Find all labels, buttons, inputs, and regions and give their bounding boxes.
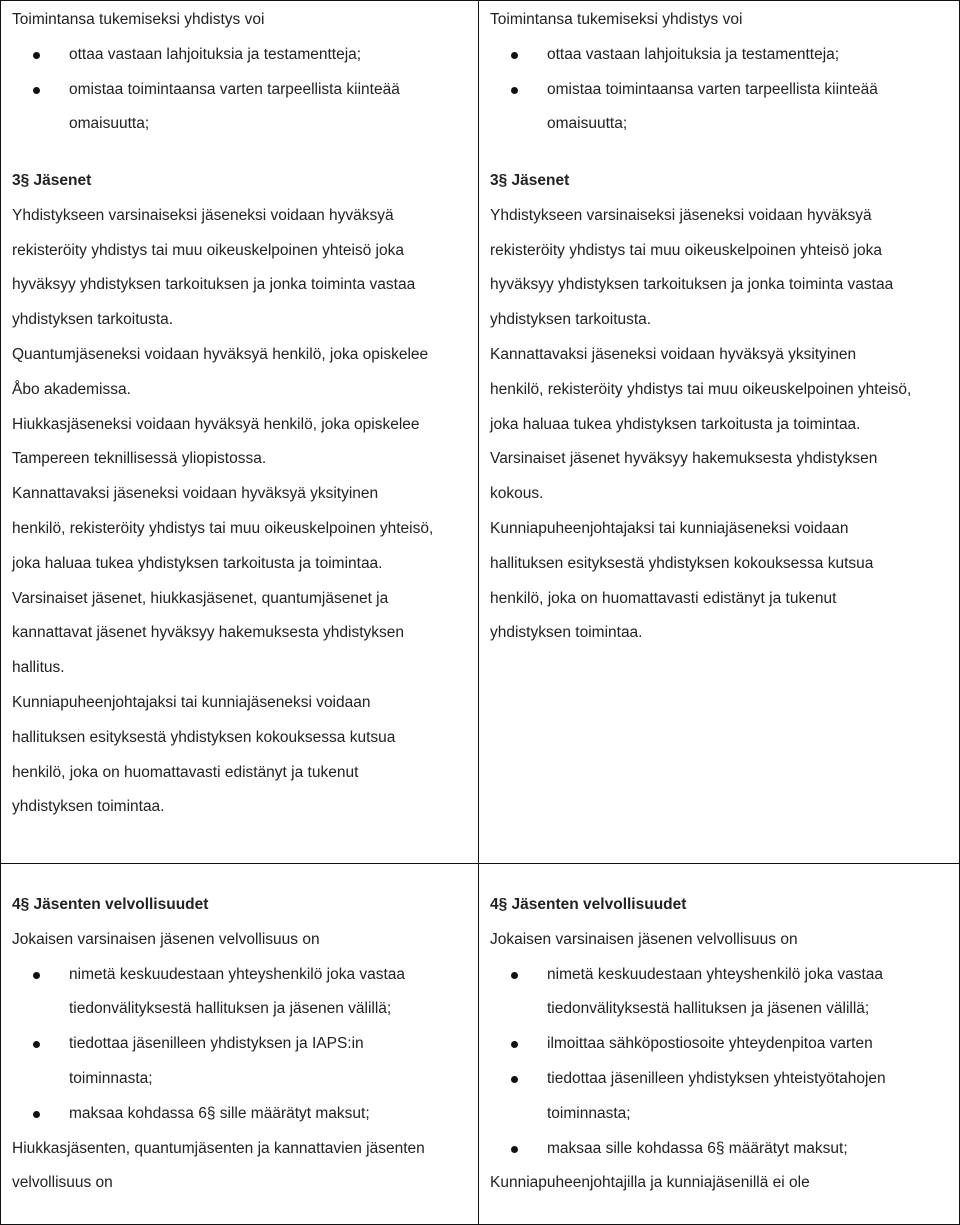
text-line: hyväksyy yhdistyksen tarkoituksen ja jonka toiminta vastaa	[12, 276, 416, 294]
duties-section-right	[490, 888, 950, 1201]
bullet-icon	[33, 1041, 40, 1048]
purpose-section-right	[490, 3, 950, 142]
column-divider	[478, 0, 479, 1225]
bullet-continuation: omaisuutta;	[547, 115, 628, 133]
text-line: kokous.	[490, 485, 544, 503]
text-line: henkilö, joka on huomattavasti edistänyt ja tukenut	[12, 763, 359, 781]
members-section-left	[12, 164, 472, 825]
bullet-text: omistaa toimintaansa varten tarpeellista kiinteää	[547, 80, 878, 98]
text-line: rekisteröity yhdistys tai muu oikeuskelpoinen yhteisö joka	[12, 241, 404, 259]
bullet-item	[12, 73, 472, 108]
bullet-continuation: toiminnasta;	[69, 1069, 153, 1087]
text-line: Varsinaiset jäsenet, hiukkasjäsenet, quantumjäsenet ja	[12, 589, 389, 607]
bullet-text: omistaa toimintaansa varten tarpeellista kiinteää	[69, 80, 400, 98]
duties-intro: Jokaisen varsinaisen jäsenen velvollisuus on	[490, 930, 798, 948]
text-line: Tampereen teknillisessä yliopistossa.	[12, 450, 267, 468]
bullet-text: tiedottaa jäsenilleen yhdistyksen yhteistyötahojen	[547, 1069, 886, 1087]
text-line: Yhdistykseen varsinaiseksi jäseneksi voidaan hyväksyä	[490, 206, 872, 224]
bullet-item	[490, 958, 950, 993]
text-line: joka haluaa tukea yhdistyksen tarkoitusta ja toimintaa.	[12, 554, 383, 572]
text-line: henkilö, rekisteröity yhdistys tai muu oikeuskelpoinen yhteisö,	[490, 380, 912, 398]
text-line: Quantumjäseneksi voidaan hyväksyä henkilö, joka opiskelee	[12, 345, 429, 363]
bullet-item	[12, 1097, 472, 1132]
bullet-text: maksaa sille kohdassa 6§ määrätyt maksut;	[547, 1139, 848, 1157]
bullet-icon	[33, 87, 40, 94]
text-line: Kannattavaksi jäseneksi voidaan hyväksyä yksityinen	[490, 345, 857, 363]
text-line: yhdistyksen tarkoitusta.	[490, 311, 652, 329]
bullet-continuation: tiedonvälityksestä hallituksen ja jäsenen välillä;	[547, 1000, 870, 1018]
bullet-icon	[511, 1076, 518, 1083]
bullet-item	[490, 1027, 950, 1062]
purpose-intro: Toimintansa tukemiseksi yhdistys voi	[12, 11, 265, 28]
bullet-icon	[511, 972, 518, 979]
text-line: Kannattavaksi jäseneksi voidaan hyväksyä yksityinen	[12, 485, 379, 503]
bullet-continuation: tiedonvälityksestä hallituksen ja jäsenen välillä;	[69, 1000, 392, 1018]
bullet-icon	[33, 972, 40, 979]
text-line: yhdistyksen toimintaa.	[490, 624, 643, 642]
section-heading: 4§ Jäsenten velvollisuudet	[12, 896, 209, 913]
text-line: hallituksen esityksestä yhdistyksen kokouksessa kutsua	[12, 728, 396, 746]
text-line: Kunniapuheenjohtajaksi tai kunniajäseneksi voidaan	[490, 519, 849, 537]
duties-outro: Hiukkasjäsenten, quantumjäsenten ja kannattavien jäsenten	[12, 1139, 425, 1157]
text-line: Hiukkasjäseneksi voidaan hyväksyä henkilö, joka opiskelee	[12, 415, 420, 433]
bullet-text: maksaa kohdassa 6§ sille määrätyt maksut;	[69, 1104, 370, 1122]
section-heading: 3§ Jäsenet	[490, 172, 570, 189]
bullet-text: tiedottaa jäsenilleen yhdistyksen ja IAPS:in	[69, 1035, 364, 1053]
purpose-intro: Toimintansa tukemiseksi yhdistys voi	[490, 11, 743, 28]
bullet-text: ilmoittaa sähköpostiosoite yhteydenpitoa varten	[547, 1035, 873, 1053]
text-line: hallituksen esityksestä yhdistyksen kokouksessa kutsua	[490, 554, 874, 572]
bullet-text: ottaa vastaan lahjoituksia ja testamentteja;	[69, 45, 362, 63]
text-line: Åbo akademissa.	[12, 380, 131, 398]
duties-section-left	[12, 888, 472, 1201]
members-section-right	[490, 164, 950, 651]
bullet-item	[12, 958, 472, 993]
bullet-icon	[511, 52, 518, 59]
bullet-text: ottaa vastaan lahjoituksia ja testamentteja;	[547, 45, 840, 63]
text-line: henkilö, joka on huomattavasti edistänyt ja tukenut	[490, 589, 837, 607]
purpose-section-left	[12, 3, 472, 142]
text-line: joka haluaa tukea yhdistyksen tarkoitusta ja toimintaa.	[490, 415, 861, 433]
bullet-continuation: omaisuutta;	[69, 115, 150, 133]
duties-intro: Jokaisen varsinaisen jäsenen velvollisuus on	[12, 930, 320, 948]
text-line: Kunniapuheenjohtajaksi tai kunniajäseneksi voidaan	[12, 693, 371, 711]
bullet-text: nimetä keskuudestaan yhteyshenkilö joka vastaa	[547, 965, 884, 983]
bullet-item	[490, 38, 950, 73]
bullet-item	[490, 1132, 950, 1167]
bullet-item	[12, 1027, 472, 1062]
row-divider	[0, 863, 960, 864]
text-line: Yhdistykseen varsinaiseksi jäseneksi voidaan hyväksyä	[12, 206, 394, 224]
text-line: henkilö, rekisteröity yhdistys tai muu oikeuskelpoinen yhteisö,	[12, 519, 434, 537]
bullet-icon	[511, 1041, 518, 1048]
text-line: kannattavat jäsenet hyväksyy hakemuksesta yhdistyksen	[12, 624, 405, 642]
bullet-icon	[511, 1146, 518, 1153]
bullet-continuation: toiminnasta;	[547, 1104, 631, 1122]
text-line: rekisteröity yhdistys tai muu oikeuskelpoinen yhteisö joka	[490, 241, 882, 259]
text-line: hyväksyy yhdistyksen tarkoituksen ja jonka toiminta vastaa	[490, 276, 894, 294]
bullet-icon	[33, 1111, 40, 1118]
text-line: yhdistyksen tarkoitusta.	[12, 311, 174, 329]
section-heading: 3§ Jäsenet	[12, 172, 92, 189]
bullet-item	[12, 38, 472, 73]
text-line: Varsinaiset jäsenet hyväksyy hakemuksesta yhdistyksen	[490, 450, 878, 468]
section-heading: 4§ Jäsenten velvollisuudet	[490, 896, 687, 913]
bullet-text: nimetä keskuudestaan yhteyshenkilö joka vastaa	[69, 965, 406, 983]
bullet-icon	[33, 52, 40, 59]
text-line: yhdistyksen toimintaa.	[12, 798, 165, 816]
bullet-icon	[511, 87, 518, 94]
bullet-item	[490, 73, 950, 108]
duties-outro: Kunniapuheenjohtajilla ja kunniajäsenillä ei ole	[490, 1174, 810, 1192]
duties-outro: velvollisuus on	[12, 1174, 113, 1192]
bullet-item	[490, 1062, 950, 1097]
text-line: hallitus.	[12, 659, 65, 677]
